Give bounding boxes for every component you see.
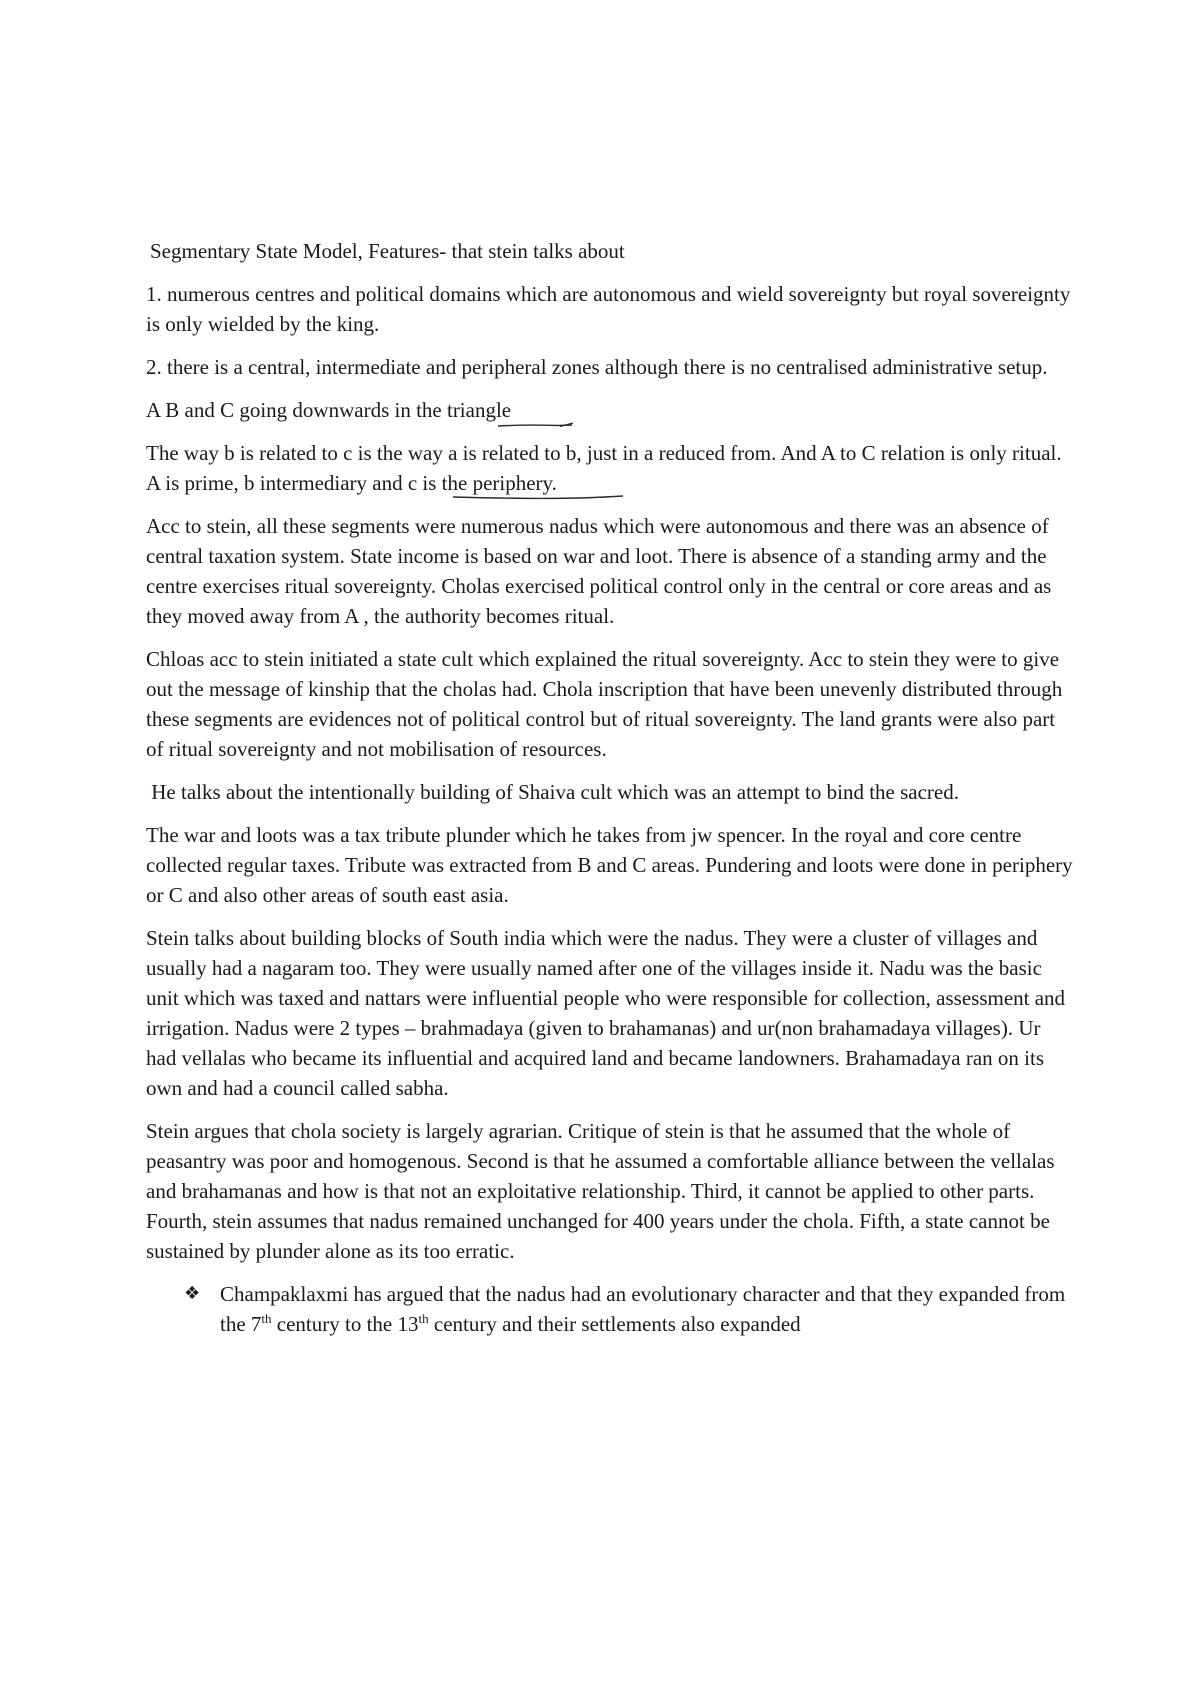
bullet-item (184, 1279, 1076, 1339)
state-cult-paragraph: Chloas acc to stein initiated a state cult which explained the ritual sovereignty. Acc to stein they were to give out the message of kinship that the cholas had. Chola inscription that have been unevenly distributed through these segments are evidences not of political control but of ritual sovereignty. The land grants were also part of ritual sovereignty and not mobilisation of resources. (146, 647, 1063, 761)
bullet-text-part-c: century and their settlements also expanded (428, 1312, 801, 1336)
diamond-bullet-icon: ❖ (184, 1283, 201, 1304)
bullet-text-part-b: century to the 13 (271, 1312, 419, 1336)
point-2: 2. there is a central, intermediate and peripheral zones although there is no centralised administrative setup. (146, 355, 1048, 379)
triangle-line: A B and C going downwards in the triangle (146, 398, 512, 422)
war-paragraph: The war and loots was a tax tribute plunder which he takes from jw spencer. In the royal and core centre collected regular taxes. Tribute was extracted from B and C areas. Pundering and loots were done in periphery or C and also other areas of south east asia. (146, 823, 1073, 907)
ordinal-suffix-1: th (261, 1311, 272, 1326)
relation-paragraph: The way b is related to c is the way a is related to b, just in a reduced from. And A to C relation is only ritual. A is prime, b intermediary and c is the periphery. (146, 441, 1062, 495)
shaiva-paragraph: He talks about the intentionally building of Shaiva cult which was an attempt to bind the sacred. (146, 780, 959, 804)
ordinal-suffix-2: th (418, 1311, 429, 1326)
bullet-item-text (220, 1279, 1076, 1339)
document-heading: Segmentary State Model, Features- that stein talks about (150, 239, 625, 263)
relation-block (146, 438, 1076, 498)
document-body (146, 236, 1076, 1339)
point-1: 1. numerous centres and political domains which are autonomous and wield sovereignty but royal sovereignty is only wielded by the king. (146, 282, 1071, 336)
bullet-text-part-a: Champaklaxmi has argued that the nadus had an evolutionary character and that they expanded from the 7 (220, 1282, 1066, 1336)
critique-paragraph: Stein argues that chola society is largely agrarian. Critique of stein is that he assumed that the whole of peasantry was poor and homogenous. Second is that he assumed a comfortable alliance between the vellalas and brahamanas and how is that not an exploitative relationship. Third, it cannot be applied to other parts. Fourth, stein assumes that nadus remained unchanged for 400 years under the chola. Fifth, a state cannot be sustained by plunder alone as its too erratic. (146, 1119, 1055, 1263)
segments-paragraph: Acc to stein, all these segments were numerous nadus which were autonomous and there was an absence of central taxation system. State income is based on war and loot. There is absence of a standing army and the centre exercises ritual sovereignty. Cholas exercised political control only in the central or core areas and as they moved away from A , the authority becomes ritual. (146, 514, 1052, 628)
triangle-block (146, 395, 1076, 425)
nadus-paragraph: Stein talks about building blocks of South india which were the nadus. They were a cluster of villages and usually had a nagaram too. They were usually named after one of the villages inside it. Nadu was the basic unit which was taxed and nattars were influential people who were responsible for collection, assessment and irrigation. Nadus were 2 types – brahmadaya (given to brahamanas) and ur(non brahamadaya villages). Ur had vellalas who became its influential and acquired land and became landowners. Brahamadaya ran on its own and had a council called sabha. (146, 926, 1066, 1100)
